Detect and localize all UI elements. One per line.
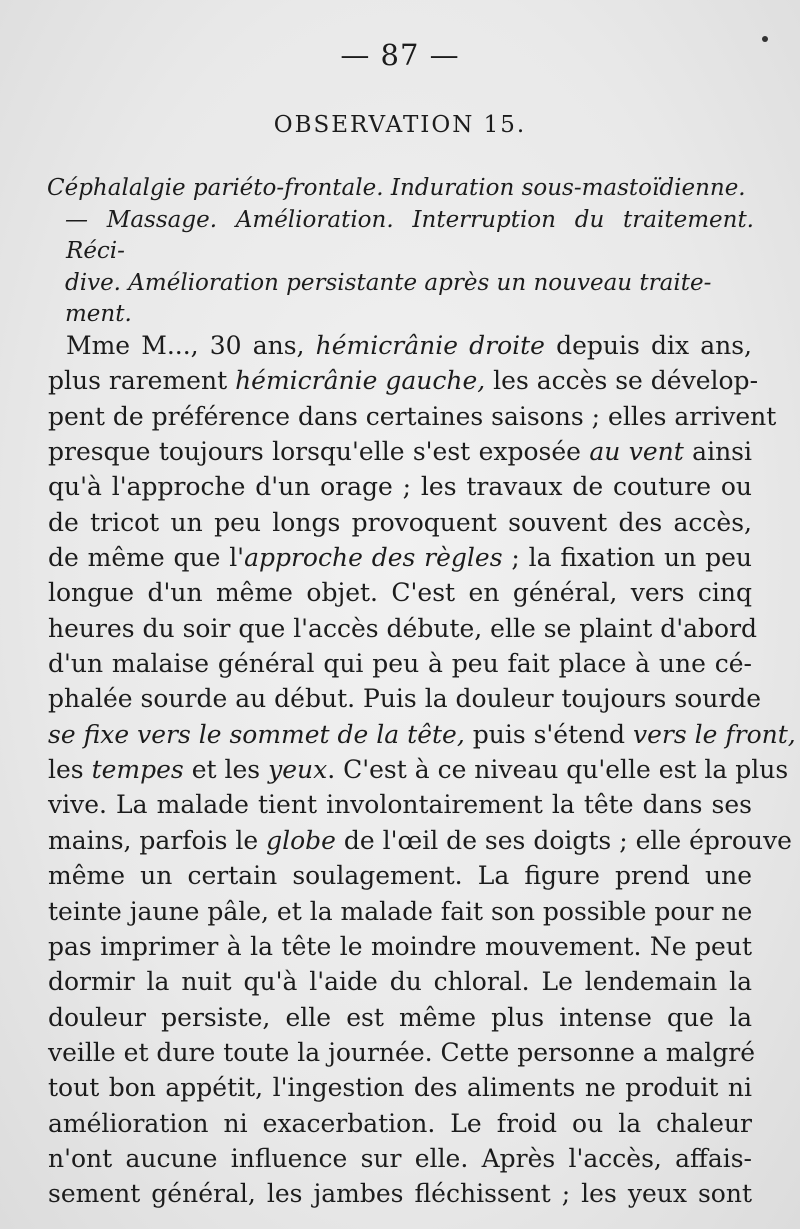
text-run: et les [183,755,269,785]
summary-line: Céphalalgie pariéto-frontale. Induration sous-mastoïdienne. [47,175,746,201]
text-run: ainsi [683,437,752,467]
body-line [48,399,777,434]
text-run: même un certain soulagement. La figure prend une [48,861,752,891]
text-run: mains, parfois le [48,825,267,855]
emphasized-text: vers le front, [633,719,796,749]
text-run: sement général, les jambes fléchissent ; les yeux sont [48,1179,752,1209]
text-run: ; la fixation un peu [502,543,752,573]
body-line [48,363,759,398]
text-run: douleur persiste, elle est même plus intense que la [48,1002,752,1032]
summary-line: dive. Amélioration persistante après un nouveau traite- [65,269,712,296]
observation-title: OBSERVATION 15. [273,112,527,138]
text-run: tout bon appétit, l'ingestion des aliments ne produit ni [48,1073,752,1103]
summary-line: ment. [65,301,132,327]
text-run: amélioration ni exacerbation. Le froid ou la chaleur [48,1108,752,1138]
body-line [48,1106,752,1141]
case-body-text [48,328,796,1212]
emphasized-text: tempes [91,755,184,785]
text-run: longue d'un même objet. C'est en général, vers cinq [48,578,752,608]
text-run: de tricot un peu longs provoquent souvent des accès, [48,507,752,537]
body-line [48,540,752,575]
body-line [48,1141,752,1176]
body-line [48,752,789,787]
body-line [48,964,752,999]
text-run: les accès se dévelop- [485,366,759,396]
body-line [48,787,752,822]
emphasized-text: au vent [589,437,684,467]
text-run: depuis dix ans, [544,331,752,360]
text-run: heures du soir que l'accès débute, elle se plaint d'abord [48,613,758,643]
body-line [48,646,752,681]
text-run: puis s'étend [464,719,633,749]
text-run: pent de préférence dans certaines saisons ; elles arrivent [48,401,777,431]
body-line [48,1035,756,1070]
text-run: phalée sourde au début. Puis la douleur toujours sourde [48,684,762,714]
text-run: d'un malaise général qui peu à peu fait place à une cé- [48,649,752,679]
text-run: de l'œil de ses doigts ; elle éprouve [335,825,792,855]
body-line [48,929,752,964]
emphasized-text: se fixe vers le sommet de la tête, [48,719,465,749]
text-run: pas imprimer à la tête le moindre mouvement. Ne peut [48,931,752,961]
emphasized-text: hémicrânie droite [315,331,545,360]
text-run: teinte jaune pâle, et la malade fait son possible pour ne [48,896,753,926]
text-run: les [48,755,92,785]
page-number: — 87 — [340,38,460,72]
case-summary [48,173,754,331]
body-line [48,328,752,363]
body-line [48,823,792,858]
text-run: presque toujours lorsqu'elle s'est exposée [48,437,590,467]
body-line [48,681,762,716]
text-run: . C'est à ce niveau qu'elle est la plus [327,755,789,785]
body-line [48,505,752,540]
summary-line: — Massage. Amélioration. Interruption du traitement. Réci- [65,206,754,264]
body-line [48,717,796,752]
body-line [48,469,752,504]
text-run: n'ont aucune influence sur elle. Après l'accès, affais- [48,1143,752,1173]
body-line [48,894,752,929]
body-line [48,1070,752,1105]
emphasized-text: globe [266,825,336,855]
text-run: Mme M..., 30 ans, [66,331,316,360]
text-run: vive. La malade tient involontairement la tête dans ses [48,790,752,820]
emphasized-text: hémicrânie gauche, [235,366,486,396]
text-run: de même que l' [48,543,245,573]
body-line [48,1000,752,1035]
body-line [48,611,758,646]
body-line [48,1176,752,1211]
text-run: veille et dure toute la journée. Cette personne a malgré [48,1037,756,1067]
body-line [48,434,752,469]
text-run: dormir la nuit qu'à l'aide du chloral. Le lendemain la [48,967,752,997]
body-line [48,575,752,610]
emphasized-text: yeux [268,755,328,785]
body-line [48,858,752,893]
emphasized-text: approche des règles [244,543,503,573]
text-run: qu'à l'approche d'un orage ; les travaux de couture ou [48,472,752,502]
text-run: plus rarement [48,366,236,396]
